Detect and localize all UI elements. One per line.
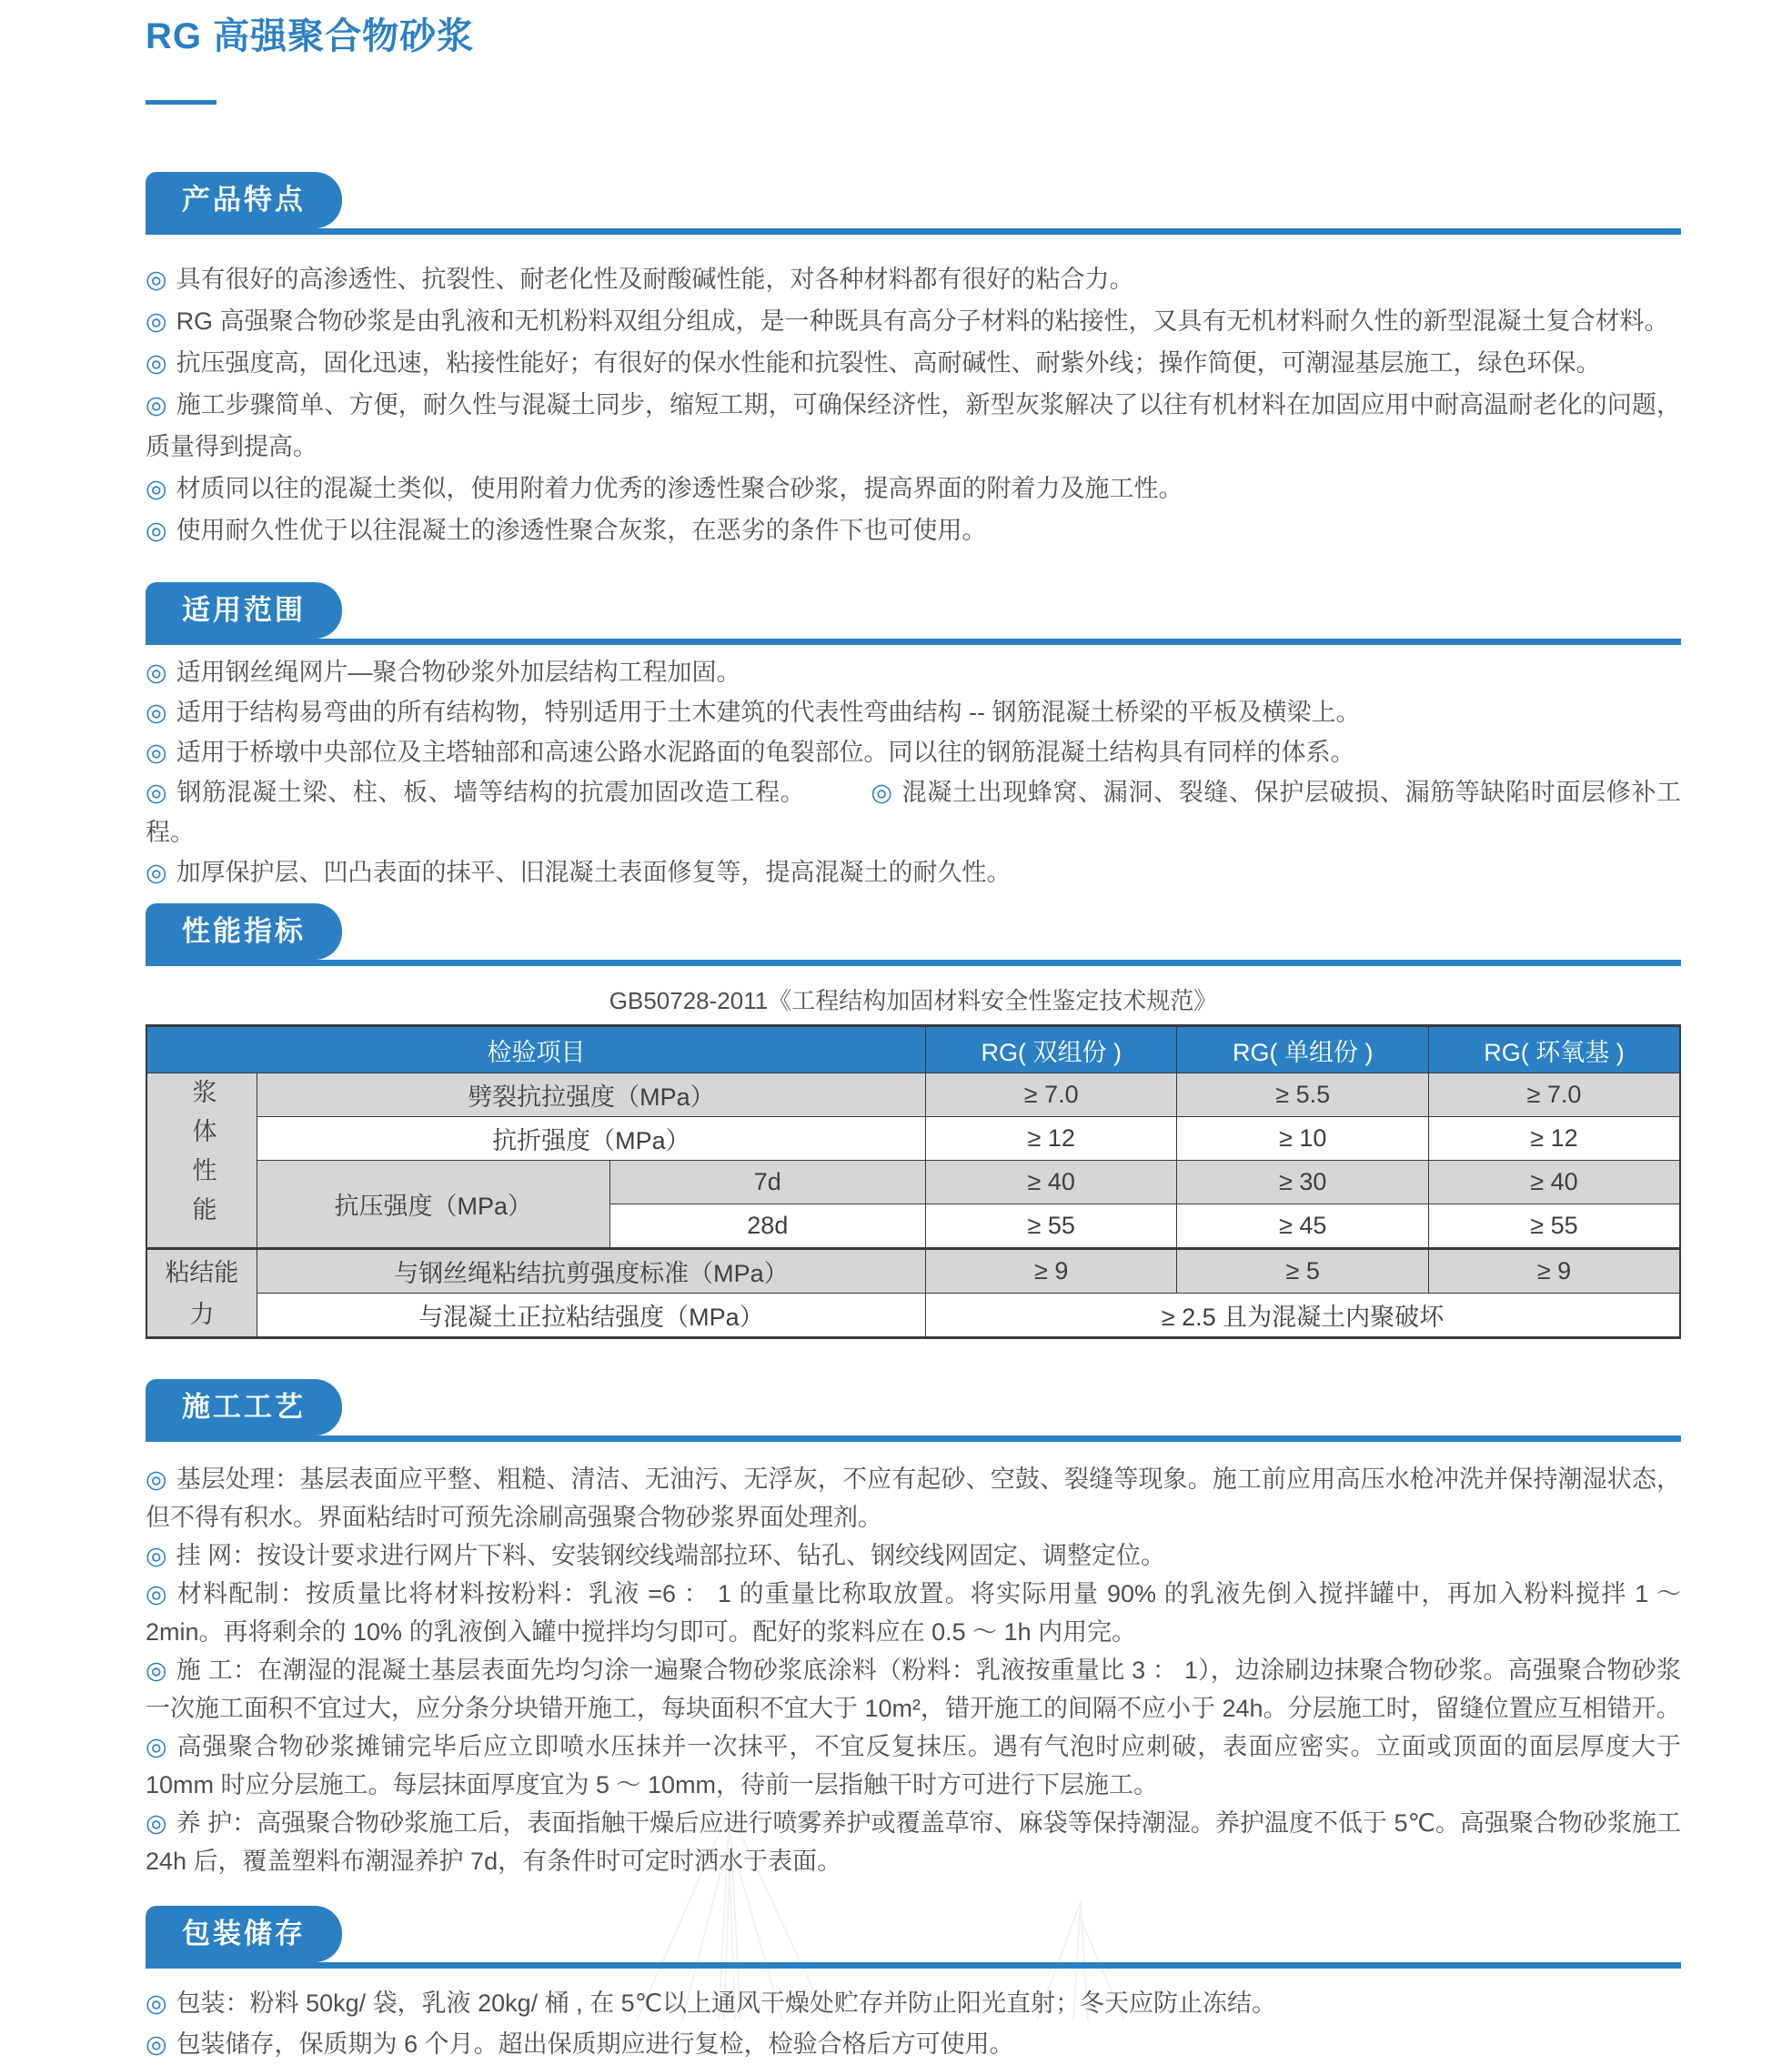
cell-value: ≥ 12 bbox=[925, 1117, 1177, 1161]
list-item bbox=[146, 300, 1681, 342]
section-header-process bbox=[146, 1379, 1681, 1442]
list-item bbox=[146, 1651, 1681, 1728]
list-item-text: 适用钢丝绳网片—聚合物砂浆外加层结构工程加固。 bbox=[176, 659, 741, 686]
bullet-icon: ◎ bbox=[146, 349, 167, 377]
bullet-icon: ◎ bbox=[146, 475, 167, 502]
section-heading-scope: 适用范围 bbox=[146, 582, 342, 639]
list-item-text: 抗压强度高，固化迅速，粘接性能好；有很好的保水性能和抗裂性、高耐碱性、耐紫外线；操作简便，可潮湿基层施工，绿色环保。 bbox=[176, 349, 1601, 377]
list-item bbox=[146, 384, 1681, 468]
bullet-icon: ◎ bbox=[146, 739, 167, 766]
row-label: 抗折强度（MPa） bbox=[257, 1117, 925, 1161]
list-item-text: RG 高强聚合物砂浆是由乳液和无机粉料双组分组成，是一种既具有高分子材料的粘接性，又具有无机材料耐久性的新型混凝土复合材料。 bbox=[176, 307, 1669, 335]
list-item-text: 施工步骤简单、方便，耐久性与混凝土同步，缩短工期，可确保经济性，新型灰浆解决了以往有机材料在加固应用中耐高温耐老化的问题，质量得到提高。 bbox=[146, 391, 1682, 460]
list-item bbox=[146, 2024, 1681, 2065]
list-item-text: 养 护：高强聚合物砂浆施工后，表面指触干燥后应进行喷雾养护或覆盖草帘、麻袋等保持潮湿。养护温度不低于 5℃。高强聚合物砂浆施工 24h 后，覆盖塑料布潮湿养护 7d，有条件时可定时洒水于表面。 bbox=[146, 1809, 1681, 1875]
table-header-row bbox=[146, 1026, 1680, 1073]
bullet-icon: ◎ bbox=[146, 859, 167, 886]
list-item bbox=[146, 342, 1681, 384]
table-row bbox=[146, 1294, 1680, 1338]
list-item bbox=[146, 732, 1681, 772]
list-item bbox=[146, 468, 1681, 509]
col-header-item: 检验项目 bbox=[146, 1026, 925, 1073]
row-sublabel: 28d bbox=[609, 1204, 925, 1249]
list-item bbox=[146, 692, 1681, 732]
col-header-rgepoxy: RG( 环氧基 ) bbox=[1428, 1026, 1680, 1073]
cell-value-merged: ≥ 2.5 且为混凝土内聚破坏 bbox=[925, 1294, 1680, 1338]
list-item bbox=[146, 1460, 1681, 1536]
section-heading-packaging: 包装储存 bbox=[146, 1906, 342, 1962]
cell-value: ≥ 40 bbox=[1428, 1161, 1680, 1204]
list-item-text: 钢筋混凝土梁、柱、板、墙等结构的抗震加固改造工程。 bbox=[176, 779, 806, 806]
page-title: RG 高强聚合物砂浆 bbox=[146, 16, 475, 56]
bullet-icon: ◎ bbox=[146, 517, 167, 544]
cell-value: ≥ 40 bbox=[925, 1161, 1177, 1204]
list-item bbox=[146, 652, 1681, 692]
list-item bbox=[146, 1575, 1681, 1651]
cell-value: ≥ 9 bbox=[925, 1249, 1177, 1294]
cell-value: ≥ 5.5 bbox=[1177, 1073, 1429, 1117]
row-label-compressive: 抗压强度（MPa） bbox=[257, 1161, 609, 1249]
list-item-text: 具有很好的高渗透性、抗裂性、耐老化性及耐酸碱性能，对各种材料都有很好的粘合力。 bbox=[176, 266, 1134, 293]
list-item-text: 材质同以往的混凝土类似，使用附着力优秀的渗透性聚合砂浆，提高界面的附着力及施工性。 bbox=[176, 475, 1183, 502]
list-item-text: 挂 网：按设计要求进行网片下料、安装钢绞线端部拉环、钻孔、钢绞线网固定、调整定位。 bbox=[176, 1542, 1166, 1569]
cell-value: ≥ 7.0 bbox=[1428, 1073, 1680, 1117]
list-item-text: 材料配制：按质量比将材料按粉料：乳液 =6 ： 1 的重量比称取放置。将实际用量 90% 的乳液先倒入搅拌罐中，再加入粉料搅拌 1 ～ 2min。再将剩余的 10% 的乳液倒入罐中搅拌均匀即可。配好的浆料应在 0.5 ～ 1h 内用完。 bbox=[146, 1580, 1681, 1646]
bullet-icon: ◎ bbox=[146, 2030, 167, 2058]
bullet-icon: ◎ bbox=[146, 779, 168, 806]
cell-value: ≥ 5 bbox=[1177, 1249, 1429, 1294]
col-header-rg2: RG( 双组份 ) bbox=[925, 1026, 1177, 1073]
section-heading-process: 施工工艺 bbox=[146, 1379, 342, 1435]
cell-value: ≥ 45 bbox=[1177, 1204, 1429, 1249]
features-list bbox=[146, 258, 1681, 551]
section-header-performance bbox=[146, 903, 1681, 966]
bullet-icon: ◎ bbox=[146, 391, 167, 418]
bullet-icon: ◎ bbox=[146, 1809, 167, 1837]
bullet-icon: ◎ bbox=[146, 1657, 167, 1684]
bullet-icon: ◎ bbox=[146, 1466, 167, 1493]
table-row bbox=[146, 1117, 1680, 1161]
list-item bbox=[146, 1983, 1681, 2024]
row-label: 与混凝土正拉粘结强度（MPa） bbox=[257, 1294, 925, 1338]
bullet-icon: ◎ bbox=[146, 1580, 168, 1607]
bullet-icon: ◎ bbox=[146, 307, 167, 335]
list-item-text: 包装储存，保质期为 6 个月。超出保质期应进行复检，检验合格后方可使用。 bbox=[176, 2030, 1014, 2058]
list-item bbox=[146, 1536, 1681, 1575]
row-group-slurry: 浆体性能 bbox=[146, 1073, 257, 1249]
row-label: 与钢丝绳粘结抗剪强度标准（MPa） bbox=[257, 1249, 925, 1294]
section-heading-performance: 性能指标 bbox=[146, 903, 342, 960]
bullet-icon: ◎ bbox=[146, 1542, 167, 1569]
list-item bbox=[146, 509, 1681, 551]
bullet-icon: ◎ bbox=[146, 1733, 168, 1760]
page bbox=[146, 0, 1681, 2065]
scope-list bbox=[146, 652, 1681, 892]
performance-table bbox=[146, 1024, 1681, 1339]
packaging-list bbox=[146, 1983, 1681, 2065]
table-row bbox=[146, 1073, 1680, 1117]
title-underline bbox=[146, 100, 216, 105]
bullet-icon: ◎ bbox=[146, 699, 167, 726]
list-item bbox=[146, 1728, 1681, 1804]
table-row bbox=[146, 1249, 1680, 1294]
list-item-text: 基层处理：基层表面应平整、粗糙、清洁、无油污、无浮灰，不应有起砂、空鼓、裂缝等现象。施工前应用高压水枪冲洗并保持潮湿状态，但不得有积水。界面粘结时可预先涂刷高强聚合物砂浆界面处理剂。 bbox=[146, 1466, 1682, 1531]
list-item-text: 高强聚合物砂浆摊铺完毕后应立即喷水压抹并一次抹平，不宜反复抹压。遇有气泡时应刺破，表面应密实。立面或顶面的面层厚度大于 10mm 时应分层施工。每层抹面厚度宜为 5 ～ 10mm，待前一层指触干时方可进行下层施工。 bbox=[146, 1733, 1682, 1798]
list-item bbox=[146, 1804, 1681, 1880]
cell-value: ≥ 10 bbox=[1177, 1117, 1429, 1161]
list-item-text: 适用于桥墩中央部位及主塔轴部和高速公路水泥路面的龟裂部位。同以往的钢筋混凝土结构具有同样的体系。 bbox=[176, 739, 1355, 766]
row-group-bonding: 粘结能力 bbox=[146, 1249, 257, 1338]
bullet-icon: ◎ bbox=[146, 659, 167, 686]
process-list bbox=[146, 1460, 1681, 1880]
cell-value: ≥ 12 bbox=[1428, 1117, 1680, 1161]
list-item-text: 混凝土出现蜂窝、漏洞、裂缝、保护层破损、漏筋等缺陷时面层修补工程。 bbox=[146, 779, 1682, 846]
cell-value: ≥ 55 bbox=[925, 1204, 1177, 1249]
list-item bbox=[146, 258, 1681, 300]
list-item-double bbox=[146, 772, 1681, 852]
list-item-text: 施 工：在潮湿的混凝土基层表面先均匀涂一遍聚合物砂浆底涂料（粉料：乳液按重量比 3 ： 1），边涂刷边抹聚合物砂浆。高强聚合物砂浆一次施工面积不宜过大，应分条分块错开施工，每块面积不宜大于 10m²，错开施工的间隔不应小于 24h。分层施工时，留缝位置应互相错开。 bbox=[146, 1657, 1681, 1722]
row-sublabel: 7d bbox=[609, 1161, 925, 1204]
list-item-text: 适用于结构易弯曲的所有结构物，特别适用于土木建筑的代表性弯曲结构 -- 钢筋混凝土桥梁的平板及横梁上。 bbox=[176, 699, 1361, 726]
cell-value: ≥ 30 bbox=[1177, 1161, 1429, 1204]
section-header-features bbox=[146, 172, 1681, 235]
bullet-icon: ◎ bbox=[871, 779, 893, 806]
bullet-icon: ◎ bbox=[146, 266, 167, 293]
row-label: 劈裂抗拉强度（MPa） bbox=[257, 1073, 925, 1117]
list-item bbox=[146, 852, 1681, 892]
list-item-text: 使用耐久性优于以往混凝土的渗透性聚合灰浆，在恶劣的条件下也可使用。 bbox=[176, 517, 987, 544]
col-header-rg1: RG( 单组份 ) bbox=[1177, 1026, 1429, 1073]
section-heading-features: 产品特点 bbox=[146, 172, 342, 228]
section-header-scope bbox=[146, 582, 1681, 645]
cell-value: ≥ 7.0 bbox=[925, 1073, 1177, 1117]
section-header-packaging bbox=[146, 1906, 1681, 1969]
table-caption: GB50728-2011《工程结构加固材料安全性鉴定技术规范》 bbox=[609, 987, 1218, 1014]
cell-value: ≥ 9 bbox=[1428, 1249, 1680, 1294]
list-item-text: 加厚保护层、凹凸表面的抹平、旧混凝土表面修复等，提高混凝土的耐久性。 bbox=[176, 859, 1012, 886]
table-row bbox=[146, 1161, 1680, 1204]
bullet-icon: ◎ bbox=[146, 1989, 167, 2017]
list-item-text: 包装：粉料 50kg/ 袋，乳液 20kg/ 桶 , 在 5℃以上通风干燥处贮存并防止阳光直射；冬天应防止冻结。 bbox=[176, 1989, 1277, 2017]
cell-value: ≥ 55 bbox=[1428, 1204, 1680, 1249]
